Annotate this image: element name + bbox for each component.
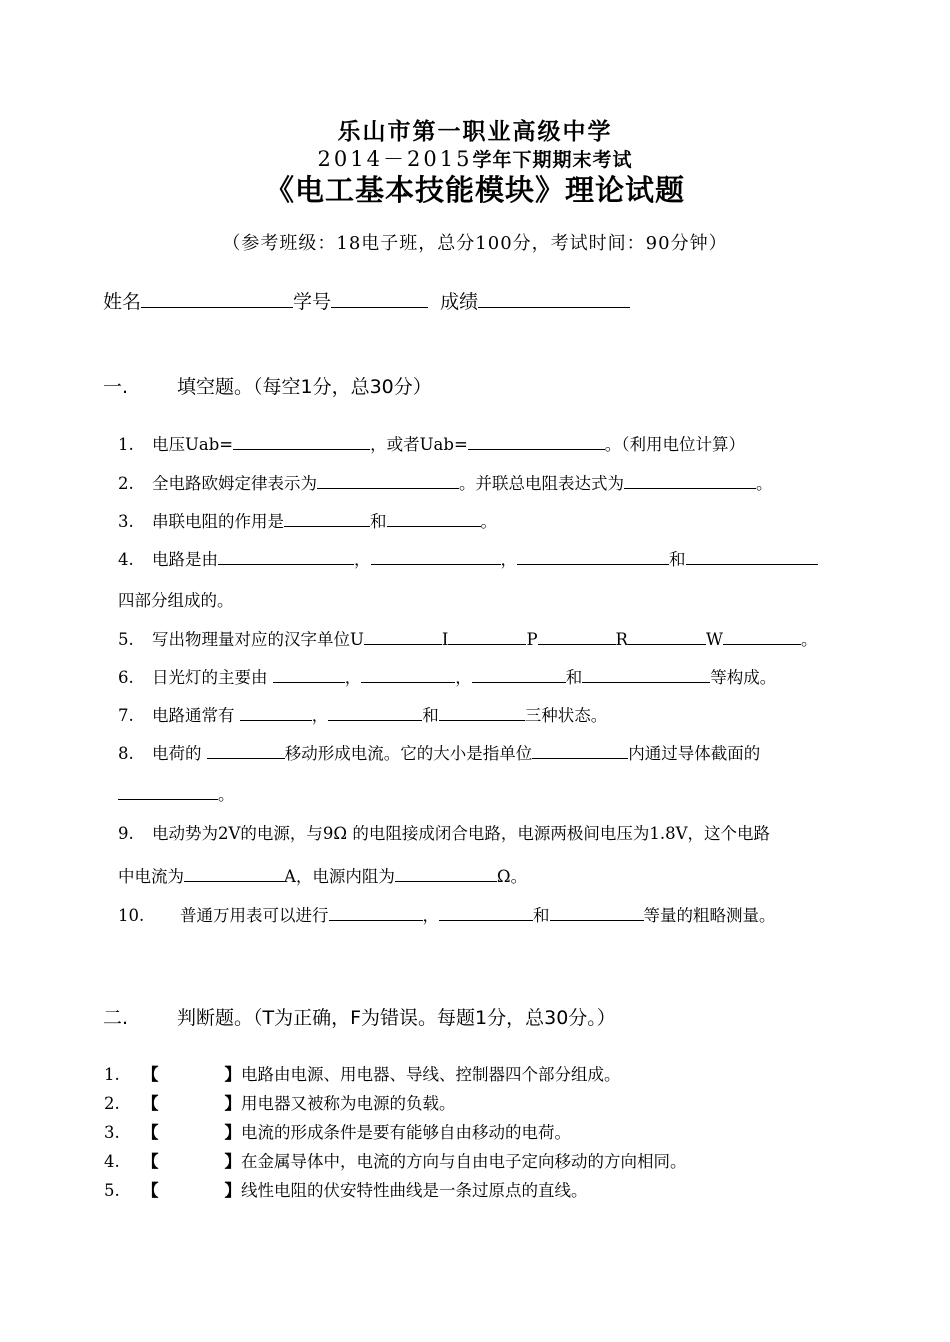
answer-blank[interactable]: [723, 625, 801, 645]
question-1: 1. 电压Uab= ，或者Uab= 。（利用电位计算）: [118, 430, 745, 455]
answer-blank[interactable]: [317, 469, 459, 489]
exam-term-label: 学年下期期末考试: [472, 149, 633, 171]
exam-info: （参考班级：18电子班，总分100分，考试时间：90分钟）: [222, 233, 728, 254]
section1-number: 一.: [103, 376, 129, 398]
student-fields: [103, 287, 630, 314]
tf-item-3: 3. 【 】电流的形成条件是要有能够自由移动的电荷。: [104, 1123, 571, 1142]
answer-blank[interactable]: [472, 663, 566, 683]
name-label: 姓名: [103, 291, 142, 313]
score-blank[interactable]: [478, 288, 630, 308]
id-blank[interactable]: [331, 288, 428, 308]
answer-blank[interactable]: [439, 901, 533, 921]
section1-heading: [103, 372, 432, 399]
question-8-cont: 。: [118, 780, 235, 805]
answer-blank[interactable]: [364, 625, 442, 645]
question-10: 10. 普通万用表可以进行 ， 和 等量的粗略测量。: [118, 901, 776, 926]
paper-title: 《电工基本技能模块》理论试题: [264, 173, 685, 207]
answer-blank[interactable]: [395, 862, 497, 882]
exam-year: 2014－2015: [317, 147, 473, 171]
answer-blank[interactable]: [284, 507, 370, 527]
question-9: 9. 电动势为2V的电源，与9Ω 的电阻接成闭合电路，电源两极间电压为1.8V，这个电路: [118, 824, 770, 843]
answer-blank[interactable]: [207, 739, 285, 759]
answer-blank[interactable]: [329, 901, 423, 921]
tf-item-5: 5. 【 】线性电阻的伏安特性曲线是一条过原点的直线。: [104, 1181, 588, 1200]
id-label: 学号: [293, 291, 332, 313]
answer-blank[interactable]: [550, 901, 644, 921]
tf-item-4: 4. 【 】在金属导体中，电流的方向与自由电子定向移动的方向相同。: [104, 1152, 687, 1171]
answer-blank[interactable]: [582, 663, 710, 683]
answer-blank[interactable]: [448, 625, 526, 645]
answer-blank[interactable]: [686, 545, 818, 565]
question-4: 4. 电路是由 ， ， 和: [118, 545, 818, 570]
answer-blank[interactable]: [371, 545, 501, 565]
answer-blank[interactable]: [628, 625, 706, 645]
answer-blank[interactable]: [184, 862, 284, 882]
answer-blank[interactable]: [624, 469, 756, 489]
answer-blank[interactable]: [439, 701, 525, 721]
answer-blank[interactable]: [532, 739, 628, 759]
score-label: 成绩: [440, 291, 479, 313]
question-2: 2. 全电路欧姆定律表示为 。并联总电阻表达式为 。: [118, 469, 773, 494]
question-9-cont: 中电流为 A，电源内阻为 Ω。: [118, 862, 527, 887]
answer-blank[interactable]: [538, 625, 616, 645]
answer-blank[interactable]: [118, 780, 218, 800]
section2-heading: [103, 1003, 616, 1030]
section2-number: 二.: [103, 1007, 129, 1029]
section2-title: 判断题。（T为正确，F为错误。每题1分，总30分。）: [177, 1007, 616, 1029]
question-7: 7. 电路通常有 ， 和 三种状态。: [118, 701, 607, 726]
answer-blank[interactable]: [218, 545, 354, 565]
answer-blank[interactable]: [361, 663, 455, 683]
section1-title: 填空题。（每空1分，总30分）: [177, 376, 432, 398]
answer-blank[interactable]: [233, 430, 370, 450]
answer-blank[interactable]: [387, 507, 481, 527]
question-5: 5. 写出物理量对应的汉字单位U I P R W 。: [118, 625, 817, 650]
question-3: 3. 串联电阻的作用是 和 。: [118, 507, 497, 532]
tf-item-1: 1. 【 】电路由电源、用电器、导线、控制器四个部分组成。: [104, 1065, 621, 1084]
tf-item-2: 2. 【 】用电器又被称为电源的负载。: [104, 1094, 456, 1113]
school-name: 乐山市第一职业高级中学: [337, 118, 613, 145]
question-6: 6. 日光灯的主要由 ， ， 和 等构成。: [118, 663, 776, 688]
answer-blank[interactable]: [328, 701, 422, 721]
name-blank[interactable]: [141, 288, 293, 308]
answer-blank[interactable]: [517, 545, 669, 565]
answer-blank[interactable]: [273, 663, 345, 683]
question-4-cont: 四部分组成的。: [118, 591, 234, 610]
answer-blank[interactable]: [468, 430, 605, 450]
question-8: 8. 电荷的 移动形成电流。它的大小是指单位 内通过导体截面的: [118, 739, 760, 764]
answer-blank[interactable]: [240, 701, 312, 721]
